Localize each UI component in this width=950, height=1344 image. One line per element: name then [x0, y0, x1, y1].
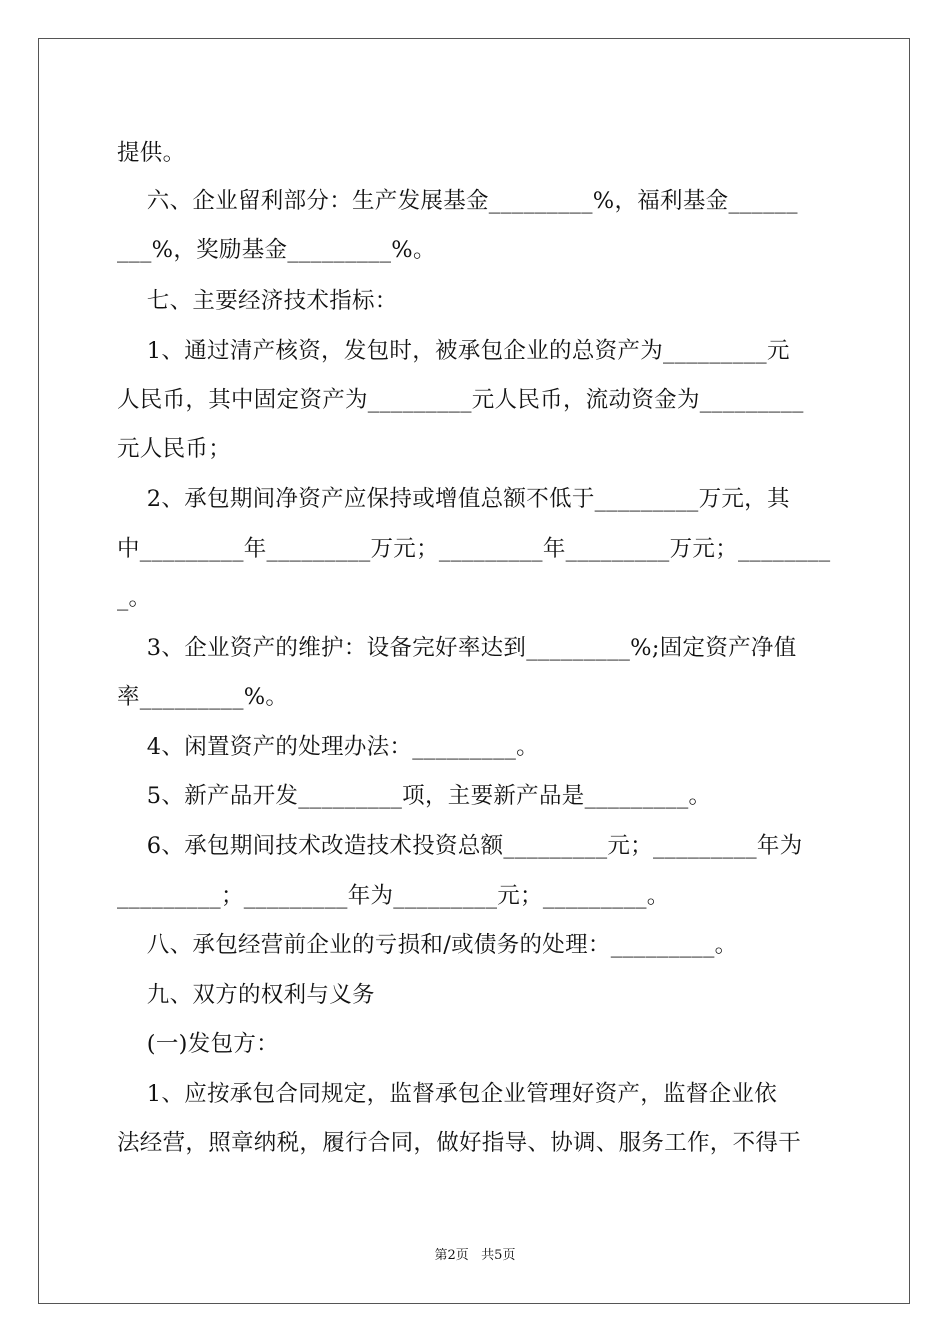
text-line: 1、应按承包合同规定，监督承包企业管理好资产，监督企业依: [117, 1081, 778, 1107]
text-line: 七、主要经济技术指标：: [117, 288, 398, 314]
text-line: 九、双方的权利与义务: [117, 982, 375, 1008]
text-line: 率_________%。: [117, 684, 289, 710]
text-line: 法经营，照章纳税，履行合同，做好指导、协调、服务工作，不得干: [117, 1130, 802, 1156]
text-line: 提供。: [117, 140, 186, 166]
text-line: 六、企业留利部分：生产发展基金_________%，福利基金______: [117, 188, 798, 214]
text-line: (一)发包方：: [117, 1031, 279, 1057]
text-line: 4、闲置资产的处理办法：_________。: [117, 734, 539, 760]
text-line: ___%，奖励基金_________%。: [117, 237, 436, 263]
text-line: 3、企业资产的维护：设备完好率达到_________%;固定资产净值: [117, 635, 797, 661]
text-line: 1、通过清产核资，发包时，被承包企业的总资产为_________元: [117, 338, 790, 364]
text-line: _。: [117, 585, 152, 611]
text-line: 6、承包期间技术改造技术投资总额_________元；_________年为: [117, 833, 803, 859]
text-line: 元人民币；: [117, 436, 232, 462]
text-line: _________；_________年为_________元；_________。: [117, 883, 670, 909]
text-line: 2、承包期间净资产应保持或增值总额不低于_________万元，其: [117, 486, 790, 512]
text-line: 5、新产品开发_________项，主要新产品是_________。: [117, 783, 712, 809]
page-border: [38, 38, 910, 1304]
text-line: 中_________年_________万元；_________年_________万元；________: [117, 536, 831, 562]
text-line: 八、承包经营前企业的亏损和/或债务的处理：_________。: [117, 932, 738, 958]
page-number-footer: 第2页 共5页: [434, 1248, 516, 1263]
text-line: 人民币，其中固定资产为_________元人民币，流动资金为_________: [117, 387, 804, 413]
